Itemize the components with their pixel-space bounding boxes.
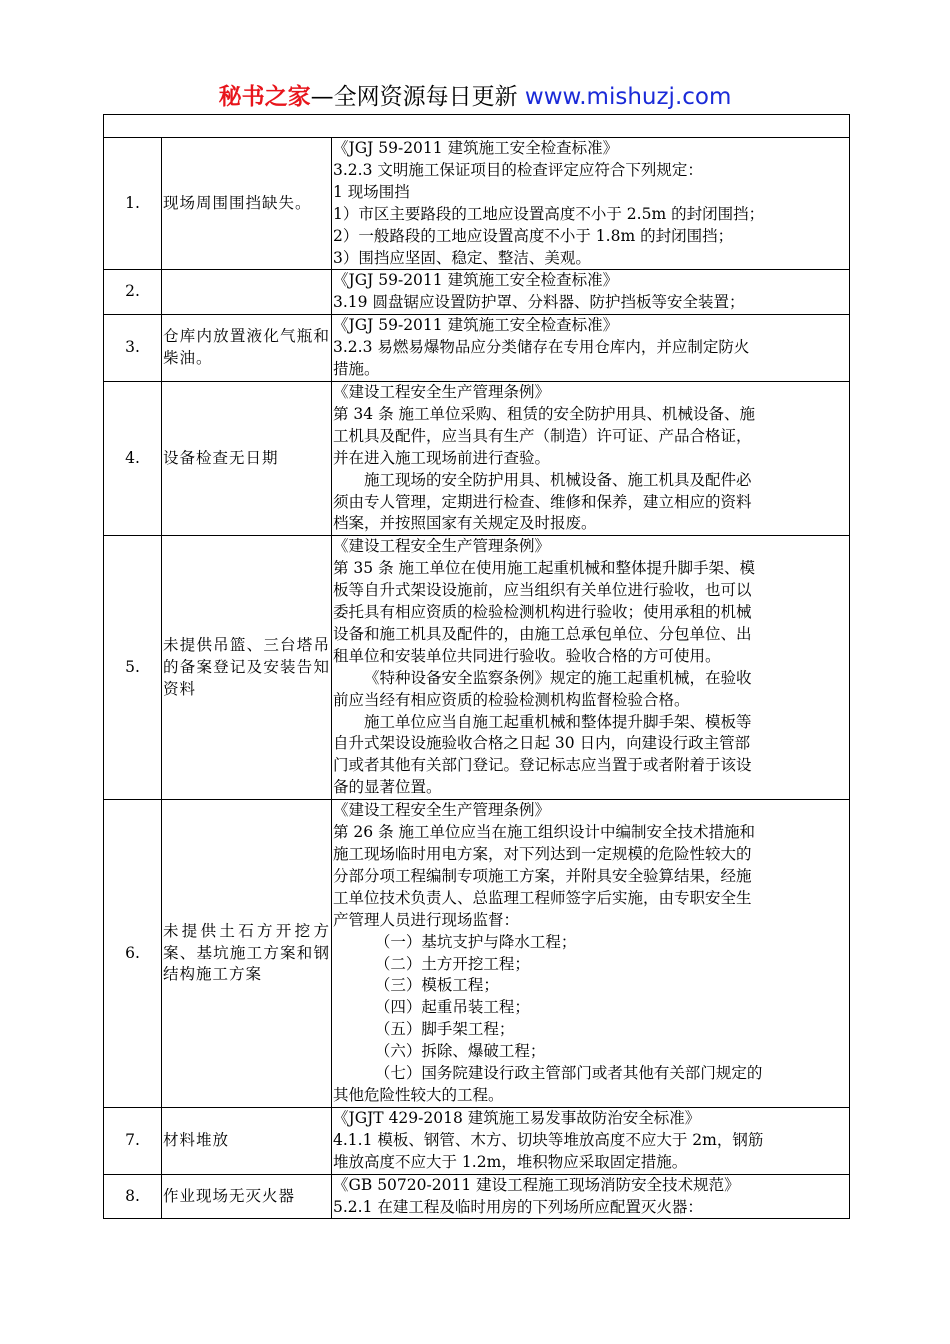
row-number: 8. xyxy=(104,1174,162,1219)
regulation-line: 第 34 条 施工单位采购、租赁的安全防护用具、机械设备、施 xyxy=(333,404,756,423)
regulation-line: 其他危险性较大的工程。 xyxy=(333,1085,504,1104)
banner-brand: 秘书之家 xyxy=(218,84,311,110)
regulation-line: （二）土方开挖工程； xyxy=(374,954,530,973)
regulation-line: 《建设工程安全生产管理条例》 xyxy=(333,537,551,556)
regulation-line: 《JGJ 59-2011 建筑施工安全检查标准》 xyxy=(333,271,619,290)
row-issue: 材料堆放 xyxy=(162,1107,332,1174)
regulation-line: 1 现场围挡 xyxy=(333,182,410,201)
regulation-line: （三）模板工程； xyxy=(374,976,499,995)
regulation-line: 前应当经有相应资质的检验检测机构监督检验合格。 xyxy=(333,690,690,709)
row-issue: 仓库内放置液化气瓶和柴油。 xyxy=(162,315,332,382)
inspection-table xyxy=(103,114,850,1219)
regulation-line: 5.2.1 在建工程及临时用房的下列场所应配置灭火器： xyxy=(333,1197,703,1216)
row-regulation xyxy=(332,138,850,270)
regulation-line: 3）围挡应坚固、稳定、整洁、美观。 xyxy=(333,248,591,267)
regulation-line: 施工现场临时用电方案，对下列达到一定规模的危险性较大的 xyxy=(333,845,752,863)
regulation-line: 委托具有相应资质的检验检测机构进行验收；使用承租的机械 xyxy=(333,603,752,622)
regulation-line: 备的显著位置。 xyxy=(333,778,442,797)
regulation-line: 措施。 xyxy=(333,360,380,379)
row-number: 4. xyxy=(104,381,162,535)
row-issue: 作业现场无灭火器 xyxy=(162,1174,332,1219)
row-number: 7. xyxy=(104,1107,162,1174)
regulation-line: 《建设工程安全生产管理条例》 xyxy=(333,382,551,401)
regulation-line: 堆放高度不应大于 1.2m，堆积物应采取固定措施。 xyxy=(333,1152,688,1171)
regulation-line: 3.2.3 易燃易爆物品应分类储存在专用仓库内，并应制定防火 xyxy=(333,338,750,357)
row-number: 5. xyxy=(104,536,162,800)
regulation-line: 施工单位应当自施工起重机械和整体提升脚手架、模板等 xyxy=(364,712,752,731)
table-row xyxy=(104,1174,850,1219)
table-row xyxy=(104,270,850,315)
regulation-line: 须由专人管理，定期进行检查、维修和保养，建立相应的资料 xyxy=(333,492,752,511)
regulation-line: 租单位和安装单位共同进行验收。验收合格的方可使用。 xyxy=(333,646,721,665)
regulation-line: 《建设工程安全生产管理条例》 xyxy=(333,801,551,820)
regulation-line: 1）市区主要路段的工地应设置高度不小于 2.5m 的封闭围挡； xyxy=(333,204,765,223)
banner-slogan: —全网资源每日更新 xyxy=(310,84,525,110)
table-row xyxy=(104,315,850,382)
regulation-line: 2）一般路段的工地应设置高度不小于 1.8m 的封闭围挡； xyxy=(333,226,734,245)
row-regulation xyxy=(332,315,850,382)
regulation-line: 产管理人员进行现场监督： xyxy=(333,910,520,929)
row-regulation xyxy=(332,270,850,315)
regulation-line: 3.2.3 文明施工保证项目的检查评定应符合下列规定： xyxy=(333,160,703,179)
regulation-line: 《特种设备安全监察条例》规定的施工起重机械，在验收 xyxy=(364,668,752,687)
regulation-line: 《JGJ 59-2011 建筑施工安全检查标准》 xyxy=(333,139,619,157)
row-issue xyxy=(162,270,332,315)
table-row xyxy=(104,536,850,800)
row-regulation xyxy=(332,1174,850,1219)
row-regulation xyxy=(332,381,850,535)
banner-url[interactable]: www.mishuzj.com xyxy=(524,84,732,110)
regulation-line: 第 26 条 施工单位应当在施工组织设计中编制安全技术措施和 xyxy=(333,823,756,842)
regulation-line: 板等自升式架设设施前，应当组织有关单位进行验收，也可以 xyxy=(333,581,752,600)
regulation-line: 第 35 条 施工单位在使用施工起重机械和整体提升脚手架、模 xyxy=(333,559,756,578)
row-issue: 现场周围围挡缺失。 xyxy=(162,138,332,270)
regulation-line: 4.1.1 模板、钢管、木方、切块等堆放高度不应大于 2m，钢筋 xyxy=(333,1130,764,1149)
row-number: 6. xyxy=(104,800,162,1108)
row-regulation xyxy=(332,800,850,1108)
table-header-row xyxy=(104,115,850,138)
row-number: 1. xyxy=(104,138,162,270)
regulation-line: 3.19 圆盘锯应设置防护罩、分料器、防护挡板等安全装置； xyxy=(333,293,745,312)
regulation-line: 门或者其他有关部门登记。登记标志应当置于或者附着于该设 xyxy=(333,756,752,775)
empty-header-cell xyxy=(104,115,850,138)
row-issue: 设备检查无日期 xyxy=(162,381,332,535)
row-regulation xyxy=(332,536,850,800)
table-row xyxy=(104,381,850,535)
row-regulation xyxy=(332,1107,850,1174)
row-number: 2. xyxy=(104,270,162,315)
row-issue: 未提供土石方开挖方案、基坑施工方案和钢结构施工方案 xyxy=(162,800,332,1108)
regulation-line: 施工现场的安全防护用具、机械设备、施工机具及配件必 xyxy=(364,470,752,489)
table-row xyxy=(104,800,850,1108)
regulation-line: 自升式架设设施验收合格之日起 30 日内，向建设行政主管部 xyxy=(333,734,751,753)
regulation-line: （四）起重吊装工程； xyxy=(374,998,530,1017)
table-row xyxy=(104,138,850,270)
row-number: 3. xyxy=(104,315,162,382)
regulation-line: 设备和施工机具及配件的，由施工总承包单位、分包单位、出 xyxy=(333,624,752,643)
regulation-line: 《JGJT 429-2018 建筑施工易发事故防治安全标准》 xyxy=(333,1108,701,1127)
regulation-line: （五）脚手架工程； xyxy=(374,1020,515,1039)
table-row xyxy=(104,1107,850,1174)
regulation-line: 《GB 50720-2011 建设工程施工现场消防安全技术规范》 xyxy=(333,1175,740,1194)
regulation-line: 工单位技术负责人、总监理工程师签字后实施，由专职安全生 xyxy=(333,888,752,907)
site-banner xyxy=(0,82,950,112)
regulation-line: 分部分项工程编制专项施工方案，并附具安全验算结果，经施 xyxy=(333,866,752,885)
regulation-line: 档案，并按照国家有关规定及时报废。 xyxy=(333,514,597,533)
regulation-line: （一）基坑支护与降水工程； xyxy=(374,932,577,951)
regulation-line: 《JGJ 59-2011 建筑施工安全检查标准》 xyxy=(333,316,619,335)
regulation-line: （七）国务院建设行政主管部门或者其他有关部门规定的 xyxy=(374,1064,763,1083)
regulation-line: 工机具及配件，应当具有生产（制造）许可证、产品合格证， xyxy=(333,426,752,445)
row-issue: 未提供吊篮、三台塔吊的备案登记及安装告知资料 xyxy=(162,536,332,800)
regulation-line: 并在进入施工现场前进行查验。 xyxy=(333,448,551,467)
regulation-line: （六）拆除、爆破工程； xyxy=(374,1042,546,1061)
